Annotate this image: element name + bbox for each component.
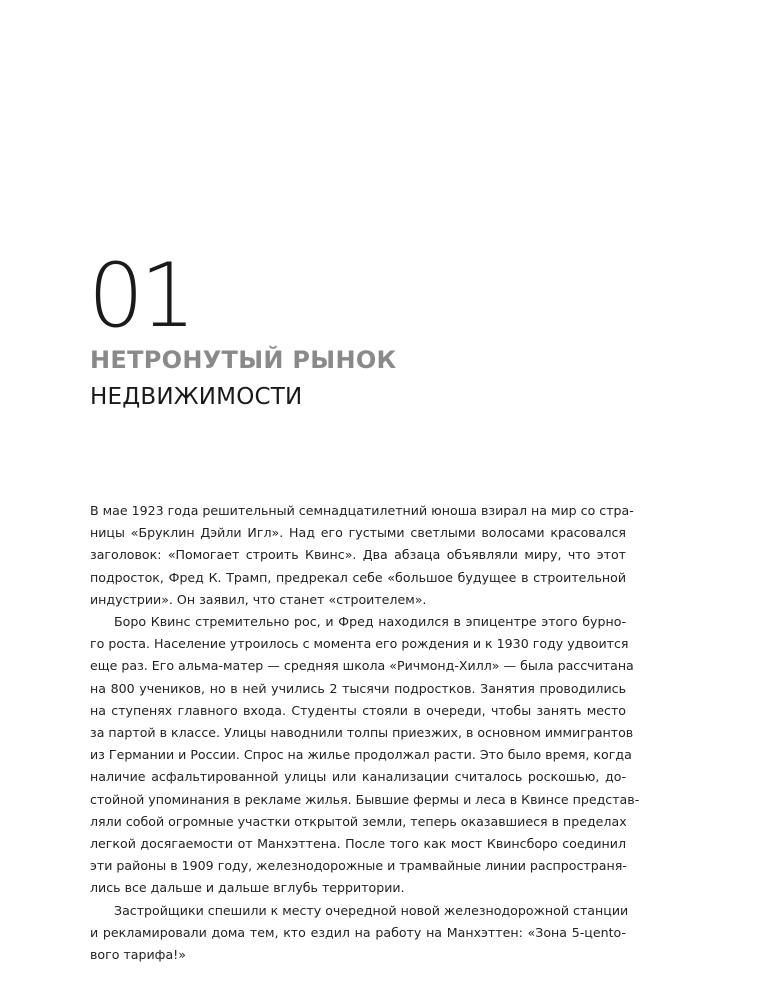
text-line: на ступенях главного входа. Студенты стояли в очереди, чтобы занять место bbox=[90, 702, 626, 718]
text-line: Боро Квинс стремительно рос, и Фред находился в эпицентре этого бурно- bbox=[114, 614, 626, 630]
text-line: ляли собой огромные участки открытой земли, теперь оказавшиеся в пределах bbox=[90, 813, 627, 829]
text-line: ницы «Бруклин Дэйли Игл». Над его густыми светлыми волосами красовался bbox=[90, 525, 626, 541]
text-line: индустрии». Он заявил, что станет «строителем». bbox=[90, 591, 427, 607]
text-line: го роста. Население утроилось с момента его рождения и к 1930 году удвоится bbox=[90, 636, 629, 652]
text-line: и рекламировали дома тем, кто ездил на работу на Манхэттен: «Зона 5-цento- bbox=[90, 924, 626, 940]
text-line: Застройщики спешили к месту очередной новой железнодорожной станции bbox=[114, 902, 629, 918]
text-line: за партой в классе. Улицы наводнили толпы приезжих, в основном иммигрантов bbox=[90, 725, 634, 741]
chapter-number: 01 bbox=[88, 244, 192, 347]
paragraph-1 bbox=[90, 500, 634, 611]
text-line: лись все дальше и дальше вглубь территории. bbox=[90, 880, 405, 896]
text-line: легкой досягаемости от Манхэттена. После того как мост Квинсборо соединил bbox=[90, 836, 626, 852]
text-line: на 800 учеников, но в ней учились 2 тысячи подростков. Занятия проводились bbox=[90, 680, 626, 696]
text-line: наличие асфальтированной улицы или канализации считалось роскошью, до- bbox=[90, 769, 626, 785]
paragraph-2 bbox=[90, 611, 640, 900]
text-line: эти районы в 1909 году, железнодорожные и трамвайные линии распространя- bbox=[90, 858, 627, 874]
chapter-title-line2: НЕДВИЖИМОСТИ bbox=[90, 384, 303, 410]
paragraph-3 bbox=[90, 900, 629, 967]
chapter-title-line1: НЕТРОНУТЫЙ РЫНОК bbox=[90, 346, 397, 374]
text-line: подросток, Фред К. Трамп, предрекал себе «большое будущее в строительной bbox=[90, 569, 626, 585]
text-line: заголовок: «Помогает строить Квинс». Два абзаца объявляли миру, что этот bbox=[90, 547, 626, 563]
text-line: еще раз. Его альма-матер — средняя школа «Ричмонд-Хилл» — была рассчитана bbox=[90, 658, 634, 674]
text-line: В мае 1923 года решительный семнадцатилетний юноша взирал на мир со стра- bbox=[90, 503, 634, 518]
text-line: из Германии и России. Спрос на жилье продолжал расти. Это было время, когда bbox=[90, 747, 632, 763]
text-line: вого тарифа!» bbox=[90, 947, 186, 963]
body-text bbox=[90, 500, 640, 966]
text-line: стойной упоминания в рекламе жилья. Бывшие фермы и леса в Квинсе представ- bbox=[90, 791, 640, 807]
